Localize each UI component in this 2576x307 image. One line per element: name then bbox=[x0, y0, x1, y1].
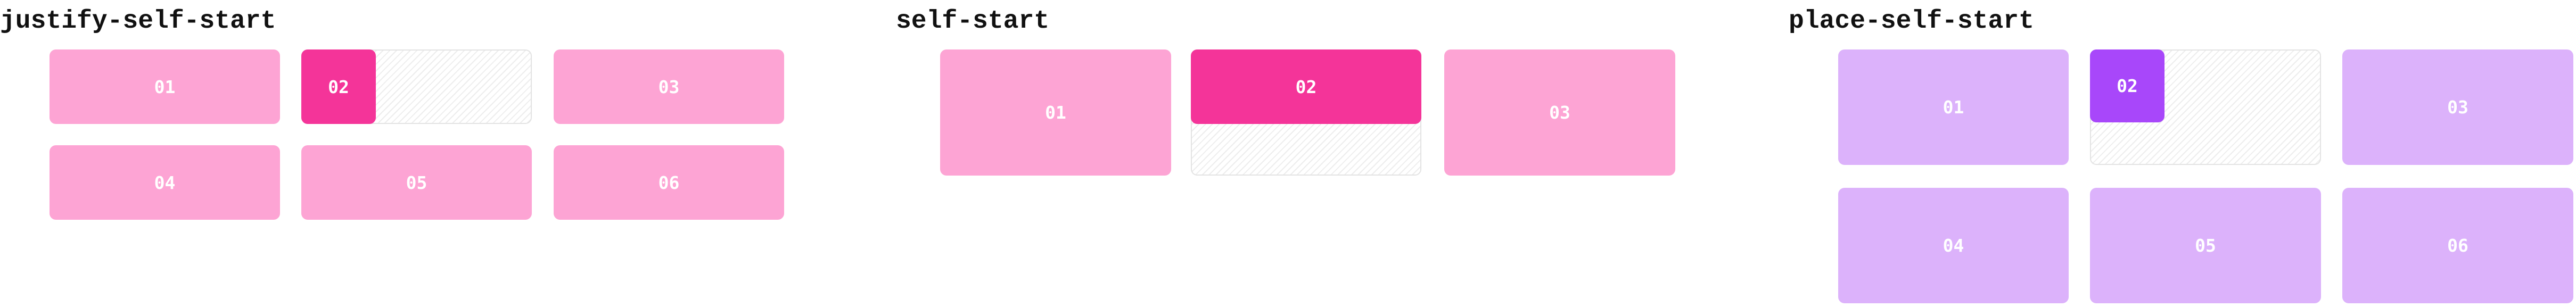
panel-title: self-start bbox=[896, 7, 1050, 36]
panel-place-self-start bbox=[1789, 0, 2576, 307]
grid-item-03: 03 bbox=[2342, 49, 2573, 165]
grid-item-05: 05 bbox=[301, 145, 532, 220]
grid-item-06: 06 bbox=[554, 145, 784, 220]
grid-item-06: 06 bbox=[2342, 188, 2573, 303]
grid-item-05: 05 bbox=[2090, 188, 2321, 303]
grid-item-03: 03 bbox=[1444, 49, 1675, 176]
grid-item-01: 01 bbox=[940, 49, 1171, 176]
grid-item-01: 01 bbox=[50, 49, 280, 124]
grid-item-03: 03 bbox=[554, 49, 784, 124]
grid-item-04: 04 bbox=[1838, 188, 2069, 303]
panel-title: place-self-start bbox=[1789, 7, 2034, 36]
panel-title: justify-self-start bbox=[0, 7, 276, 36]
panel-justify-self-start bbox=[0, 0, 809, 307]
panel-self-start bbox=[896, 0, 1694, 307]
grid-item-02-highlighted: 02 bbox=[2090, 49, 2165, 122]
grid-item-02-highlighted: 02 bbox=[1191, 49, 1421, 124]
grid-item-04: 04 bbox=[50, 145, 280, 220]
grid-item-02-highlighted: 02 bbox=[301, 49, 376, 124]
grid-item-01: 01 bbox=[1838, 49, 2069, 165]
